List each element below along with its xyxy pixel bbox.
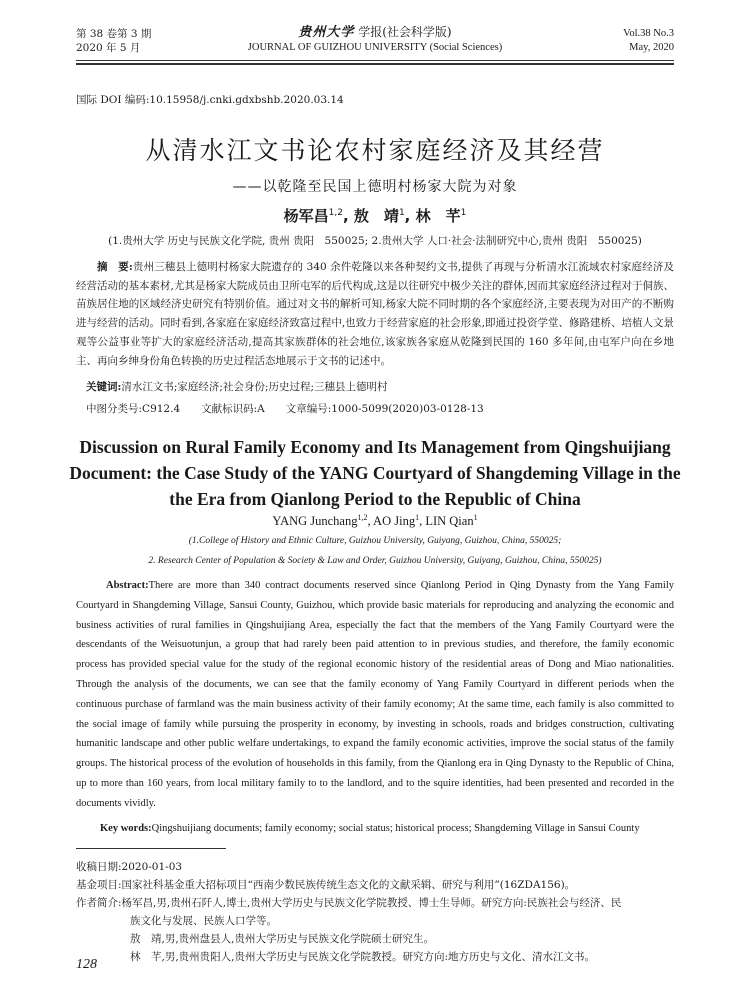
footnote-author-3: 林 芊,男,贵州贵阳人,贵州大学历史与民族文化学院教授。研究方向:地方历史与文化、清水江文书。 [130, 951, 596, 963]
author-1-zh: 杨军昌 [283, 207, 329, 225]
header-right [623, 27, 674, 55]
abstract-en-text: There are more than 340 contract documents reserved since Qianlong Period in Qing Dynasty from the Yang Family Courtyard in Shangdeming Village, Sansui County, Guizhou, which provide basic materials for reproducing and analyzing the economic and business activities of rural families in Qingshuijiang Area, especially the fact that the members of the Yang Family Courtyard were the descendants of the Weisuotunjun, a group that had rarely been paid attention to in previous studies, and therefore, the family economic process has provided special value for the study of the regional economic history of the residential areas of Dong and Miao nationalities. Through the analysis of the documents, we can see that the family economy of Yang Family Courtyard in different periods when the continuous purchase of farmland was the main business activity of their family economy; At the same time, each family is also committed to the social image of family while pursuing the prosperity in economy, by investing in schools, roads and bridges construction, cultivating humanitic landscape and other public welfare undertakings, to expand the family economic activities, improve the social status of the family groups. The historical process of the evolution of households in this family, from the Qianlong era in Qing Dynasty to the Republic of China, up to more than 160 years, from local military family to to the landlord, and to the squire identities, had been presented and recorded in the documents vividly. [76, 580, 674, 809]
footnote-author-1: 作者简介:杨军昌,男,贵州石阡人,博士,贵州大学历史与民族文化学院教授、博士生导师。研究方向:民族社会与经济、民 [76, 897, 622, 909]
volume-en: Vol.38 No.3 [623, 28, 674, 39]
footnote-author-2: 敖 靖,男,贵州盘县人,贵州大学历史与民族文化学院硕士研究生。 [130, 933, 435, 945]
title-zh: 从清水江文书论农村家庭经济及其经营 [145, 136, 605, 165]
author-2-zh: 敖 靖 [353, 207, 399, 225]
header-rule-thick [76, 63, 674, 65]
affiliation-zh: (1.贵州大学 历史与民族文化学院, 贵州 贵阳 550025; 2.贵州大学 人口·社会·法制研究中心,贵州 贵阳 550025) [108, 235, 642, 247]
date-en: May, 2020 [629, 42, 674, 53]
footnote-fund: 基金项目:国家社科基金重大招标项目“西南少数民族传统生态文化的文献采辑、研究与利用”(16ZDA156)。 [76, 879, 576, 891]
journal-brand: 贵州大学 [298, 25, 355, 40]
abstract-en [76, 576, 674, 814]
author-3-zh: 林 芊 [415, 207, 461, 225]
abstract-zh [76, 258, 674, 370]
author-2-en: AO Jing [373, 514, 416, 529]
author-1-en: YANG Junchang [272, 514, 358, 529]
authors-zh: 杨军昌$^{1,2}$, 敖 靖$^1$, 林 芊$^1$ [283, 207, 467, 225]
authors-en: YANG Junchang$^{1,2}$, AO Jing$^1$, LIN Qian$^1$ [272, 513, 478, 529]
keywords-en [100, 823, 640, 834]
abstract-en-label: Abstract: [106, 580, 149, 591]
footnote-rule [76, 848, 226, 849]
affiliation-en-2: 2. Research Center of Population & Society & Law and Order, Guizhou University, Guiyang, Guizhou, China, 550025) [148, 556, 602, 566]
author-3-en: LIN Qian [425, 514, 474, 529]
footnote-author-1-cont: 族文化与发展、民族人口学等。 [130, 915, 277, 927]
keywords-zh [86, 379, 388, 394]
abstract-zh-label: 摘 要: [97, 261, 133, 273]
subtitle-zh: ——以乾隆至民国上德明村杨家大院为对象 [232, 179, 518, 195]
doi: 国际 DOI 编码:10.15958/j.cnki.gdxbshb.2020.03.14 [76, 94, 344, 106]
header-rule-thin [76, 60, 674, 61]
footnote-received: 收稿日期:2020-01-03 [76, 861, 183, 873]
keywords-zh-label: 关键词: [86, 381, 122, 393]
keywords-en-text: Qingshuijiang documents; family economy; social status; historical process; Shangdeming Village in Sansui County [151, 823, 640, 834]
date-zh: 2020 年 5 月 [76, 42, 141, 54]
keywords-zh-text: 清水江文书;家庭经济;社会身份;历史过程;三穗县上德明村 [121, 381, 388, 393]
page-number: 128 [76, 957, 97, 972]
title-en: Discussion on Rural Family Economy and Its Management from Qingshuijiang Document: the Case Study of the YANG Courtyard of Shangdeming Village in the the Era from Qianlong Period to the Republic of China [69, 437, 681, 509]
abstract-zh-text: 贵州三穗县上德明村杨家大院遗存的 340 余件乾隆以来各种契约文书,提供了再现与分析清水江流域农村家庭经济及经营活动的基本素材,尤其是杨家大院成员由卫所屯军的后代构成,这是以往研究中极少关注的群体,因而其家庭经济过程对于侗族、苗族居住地的区域经济史研究有特别价值。通过对文书的解析可知,杨家大院不同时期的各个家庭经济,主要表现为对田产的不断购进与经营的活动。同时看到,各家庭在家庭经济致富过程中,也致力于经营家庭的社会形象,即通过投资学堂、修路建桥、培植人文景观等公益事业等扩大的家庭经济活动,提高其家族群体的社会地位,该家族各家庭从乾隆到民国的 160 多年间,由屯军户向在乡地主、再向乡绅身份角色转换的历史过程活态地展示于文书的记述中。 [76, 261, 675, 367]
affiliation-en-1: (1.College of History and Ethnic Culture, Guizhou University, Guiyang, Guizhou, China, 550025; [188, 536, 562, 546]
keywords-en-label: Key words: [100, 823, 152, 834]
volume-zh: 第 38 卷第 3 期 [76, 28, 152, 40]
journal-name-en: JOURNAL OF GUIZHOU UNIVERSITY (Social Sciences) [247, 42, 503, 53]
classification-zh: 中图分类号:C912.4 文献标识码:A 文章编号:1000-5099(2020)03-0128-13 [86, 403, 484, 415]
journal-name-zh: 学报(社会科学版) [358, 25, 452, 39]
